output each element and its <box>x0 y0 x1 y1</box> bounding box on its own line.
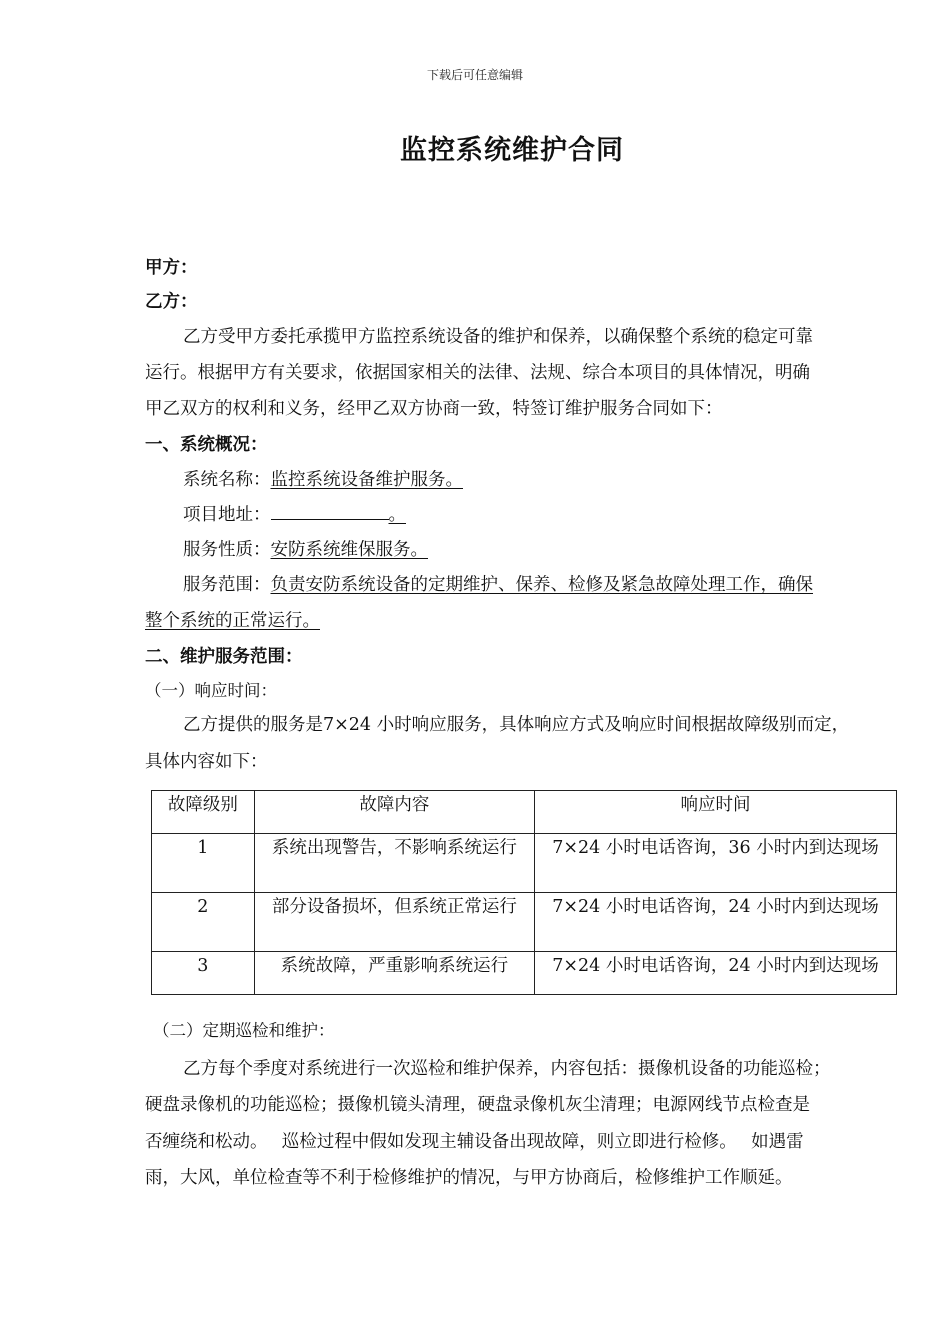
party-b-label: 乙方： <box>145 292 198 312</box>
response-time: 7×24 小时电话咨询，36 小时内到达现场 <box>534 834 896 893</box>
inspection-text: 乙方每个季度对系统进行一次巡检和维护保养，内容包括：摄像机设备的功能巡检； <box>183 1059 831 1079</box>
fault-content: 系统故障，严重影响系统运行 <box>254 952 534 995</box>
address-row <box>183 503 406 527</box>
response-time: 7×24 小时电话咨询，24 小时内到达现场 <box>534 952 896 995</box>
subsection-inspection: （二）定期巡检和维护： <box>153 1021 335 1040</box>
scope-row <box>183 573 813 597</box>
intro-line: 甲乙双方的权利和义务，经甲乙双方协商一致，特签订维护服务合同如下： <box>145 399 723 419</box>
section1-heading: 一、系统概况： <box>145 435 268 455</box>
party-a-label: 甲方： <box>145 258 198 278</box>
response-time: 7×24 小时电话咨询，24 小时内到达现场 <box>534 893 896 952</box>
table-header: 故障内容 <box>254 791 534 834</box>
response-text: 乙方提供的服务是7×24 小时响应服务，具体响应方式及响应时间根据故障级别而定， <box>183 715 850 735</box>
document-title: 监控系统维护合同 <box>400 135 624 166</box>
system-name-value: 监控系统设备维护服务。 <box>270 470 463 490</box>
nature-label: 服务性质： <box>183 540 271 560</box>
table-row <box>152 893 897 952</box>
scope-value: 负责安防系统设备的定期维护、保养、检修及紧急故障处理工作，确保 <box>270 575 813 595</box>
response-text: 具体内容如下： <box>145 752 268 772</box>
nature-value: 安防系统维保服务。 <box>270 540 428 560</box>
inspection-text: 雨，大风，单位检查等不利于检修维护的情况，与甲方协商后，检修维护工作顺延。 <box>145 1168 793 1188</box>
table-header: 故障级别 <box>152 791 255 834</box>
subsection-response: （一）响应时间： <box>145 681 277 700</box>
section2-heading: 二、维护服务范围： <box>145 647 303 667</box>
header-note: 下载后可任意编辑 <box>426 68 523 82</box>
fault-content: 系统出现警告，不影响系统运行 <box>254 834 534 893</box>
scope-label: 服务范围： <box>183 575 271 595</box>
table-header: 响应时间 <box>534 791 896 834</box>
table-header-row <box>152 791 897 834</box>
address-blank <box>271 503 389 520</box>
system-name-row <box>183 468 463 492</box>
fault-table <box>151 790 897 995</box>
address-label: 项目地址： <box>183 505 271 525</box>
table-row <box>152 952 897 995</box>
fault-content: 部分设备损坏，但系统正常运行 <box>254 893 534 952</box>
fault-level: 1 <box>152 834 255 893</box>
scope-value-cont: 整个系统的正常运行。 <box>145 611 320 631</box>
inspection-text: 硬盘录像机的功能巡检；摄像机镜头清理，硬盘录像机灰尘清理；电源网线节点检查是 <box>145 1095 810 1115</box>
nature-row <box>183 538 428 562</box>
intro-line: 运行。根据甲方有关要求，依据国家相关的法律、法规、综合本项目的具体情况，明确 <box>145 363 810 383</box>
address-suffix: 。 <box>388 505 406 525</box>
table-row <box>152 834 897 893</box>
inspection-text: 否缠绕和松动。 巡检过程中假如发现主辅设备出现故障，则立即进行检修。 如遇雷 <box>145 1132 804 1152</box>
fault-level: 3 <box>152 952 255 995</box>
intro-line: 乙方受甲方委托承揽甲方监控系统设备的维护和保养，以确保整个系统的稳定可靠 <box>183 327 813 347</box>
fault-level: 2 <box>152 893 255 952</box>
system-name-label: 系统名称： <box>183 470 271 490</box>
